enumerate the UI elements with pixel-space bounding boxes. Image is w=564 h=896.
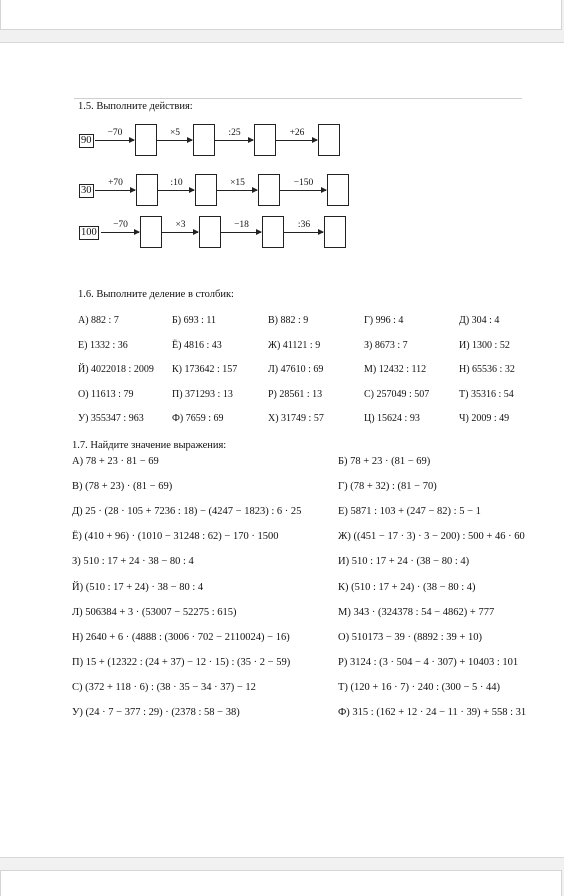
division-item: Х) 31749 : 57 <box>268 413 324 424</box>
division-item: М) 12432 : 112 <box>364 364 427 375</box>
chain-arrow <box>217 190 257 191</box>
ex15-title: 1.5. Выполните действия: <box>78 101 193 112</box>
chain-operation: :25 <box>228 128 241 138</box>
division-item: Т) 35316 : 54 <box>459 388 514 400</box>
expression-item: Г) (78 + 32) : (81 − 70) <box>338 481 437 493</box>
chain-arrow <box>158 190 194 191</box>
answer-box <box>327 174 349 206</box>
division-item: Ч) 2009 : 49 <box>459 413 510 424</box>
division-item: А) 882 : 7 <box>78 315 119 326</box>
chain-arrow <box>162 232 198 233</box>
expression-item: К) (510 : 17 + 24) · (38 − 80 : 4) <box>338 581 476 593</box>
chain-operation: :10 <box>170 178 183 188</box>
chain-arrow <box>284 232 323 233</box>
answer-box <box>193 124 215 156</box>
expression-item: Л) 506384 + 3 · (53007 − 52275 : 615) <box>72 606 237 618</box>
chain-start-value: 100 <box>81 227 97 238</box>
chain-operation: −18 <box>234 220 249 230</box>
expression-item: Ф) 315 : (162 + 12 · 24 − 11 · 39) + 558 : 31 <box>338 707 527 718</box>
answer-box <box>258 174 280 206</box>
division-item: И) 1300 : 52 <box>459 339 510 351</box>
expression-item: О) 510173 − 39 · (8892 : 39 + 10) <box>338 631 482 643</box>
chain-operation: +70 <box>108 178 123 188</box>
ex17-title: 1.7. Найдите значение выражения: <box>72 440 227 451</box>
chain-arrow <box>95 140 134 141</box>
division-item: П) 371293 : 13 <box>172 388 233 400</box>
expression-item: З) 510 : 17 + 24 · 38 − 80 : 4 <box>72 556 194 568</box>
expression-item: П) 15 + (12322 : (24 + 37) − 12 · 15) : (35 · 2 − 59) <box>72 656 291 668</box>
chain-operation: ×5 <box>169 128 181 138</box>
division-item: В) 882 : 9 <box>268 315 309 326</box>
expression-item: Й) (510 : 17 + 24) · 38 − 80 : 4 <box>72 581 204 593</box>
expression-item: Н) 2640 + 6 · (4888 : (3006 · 702 − 2110024) − 16) <box>72 631 290 643</box>
answer-box <box>318 124 340 156</box>
chain-arrow <box>276 140 317 141</box>
division-item: З) 8673 : 7 <box>364 339 408 351</box>
expression-item: В) (78 + 23) · (81 − 69) <box>72 481 173 493</box>
division-item: Б) 693 : 11 <box>172 315 216 326</box>
chain-arrow <box>280 190 326 191</box>
expression-item: Б) 78 + 23 · (81 − 69) <box>338 456 431 467</box>
answer-box <box>254 124 276 156</box>
chain-start-value: 30 <box>81 185 92 196</box>
expression-item: Ё) (410 + 96) · (1010 − 31248 : 62) − 170 · 1500 <box>72 531 279 543</box>
expression-item: Д) 25 · (28 · 105 + 7236 : 18) − (4247 − 1823) : 6 · 25 <box>72 506 302 518</box>
division-item: Л) 47610 : 69 <box>268 364 324 375</box>
chain-operation: :36 <box>297 220 311 230</box>
division-item: Ц) 15624 : 93 <box>364 413 420 424</box>
expression-item: М) 343 · (324378 : 54 − 4862) + 777 <box>338 606 495 618</box>
expression-item: С) (372 + 118 · 6) : (38 · 35 − 34 · 37) − 12 <box>72 681 256 693</box>
division-item: Р) 28561 : 13 <box>268 388 323 400</box>
chain-arrow <box>157 140 192 141</box>
division-item: Г) 996 : 4 <box>364 315 404 326</box>
division-item: Й) 4022018 : 2009 <box>78 364 154 375</box>
chain-arrow <box>95 190 135 191</box>
chain-operation: −150 <box>293 178 314 188</box>
division-item: Ё) 4816 : 43 <box>172 339 222 351</box>
division-item: Ж) 41121 : 9 <box>268 339 321 351</box>
division-item: С) 257049 : 507 <box>364 388 430 400</box>
chain-start-value: 90 <box>81 135 92 146</box>
answer-box <box>262 216 284 248</box>
division-item: Е) 1332 : 36 <box>78 339 128 351</box>
chain-operation: −70 <box>107 128 123 138</box>
chain-operation: −70 <box>113 220 128 230</box>
expression-item: Е) 5871 : 103 + (247 − 82) : 5 − 1 <box>338 506 481 518</box>
answer-box <box>195 174 217 206</box>
chain-arrow <box>221 232 261 233</box>
answer-box <box>136 174 158 206</box>
expression-item: А) 78 + 23 · 81 − 69 <box>72 456 159 467</box>
answer-box <box>135 124 157 156</box>
expression-item: У) (24 · 7 − 377 : 29) · (2378 : 58 − 38) <box>72 707 240 718</box>
next-card <box>0 870 562 896</box>
expression-item: И) 510 : 17 + 24 · (38 − 80 : 4) <box>338 556 470 568</box>
chain-operation: ×15 <box>230 178 245 188</box>
answer-box <box>324 216 346 248</box>
answer-box <box>140 216 162 248</box>
division-item: У) 355347 : 963 <box>78 413 144 424</box>
division-item: Ф) 7659 : 69 <box>172 413 224 424</box>
textbook-page <box>0 42 564 858</box>
division-item: К) 173642 : 157 <box>172 364 238 375</box>
answer-box <box>199 216 221 248</box>
division-item: О) 11613 : 79 <box>78 388 134 400</box>
chain-operation: +26 <box>289 128 305 138</box>
division-item: Д) 304 : 4 <box>459 315 500 326</box>
previous-card <box>0 0 562 30</box>
division-item: Н) 65536 : 32 <box>459 364 515 375</box>
chain-arrow <box>101 232 139 233</box>
ex16-title: 1.6. Выполните деление в столбик: <box>78 289 234 300</box>
chain-arrow <box>215 140 253 141</box>
header-rule <box>74 98 522 99</box>
expression-item: Т) (120 + 16 · 7) · 240 : (300 − 5 · 44) <box>338 681 501 693</box>
expression-item: Ж) ((451 − 17 · 3) · 3 − 200) : 500 + 46 · 60 <box>338 531 525 543</box>
chain-operation: ×3 <box>175 220 186 230</box>
expression-item: Р) 3124 : (3 · 504 − 4 · 307) + 10403 : 101 <box>338 656 519 668</box>
